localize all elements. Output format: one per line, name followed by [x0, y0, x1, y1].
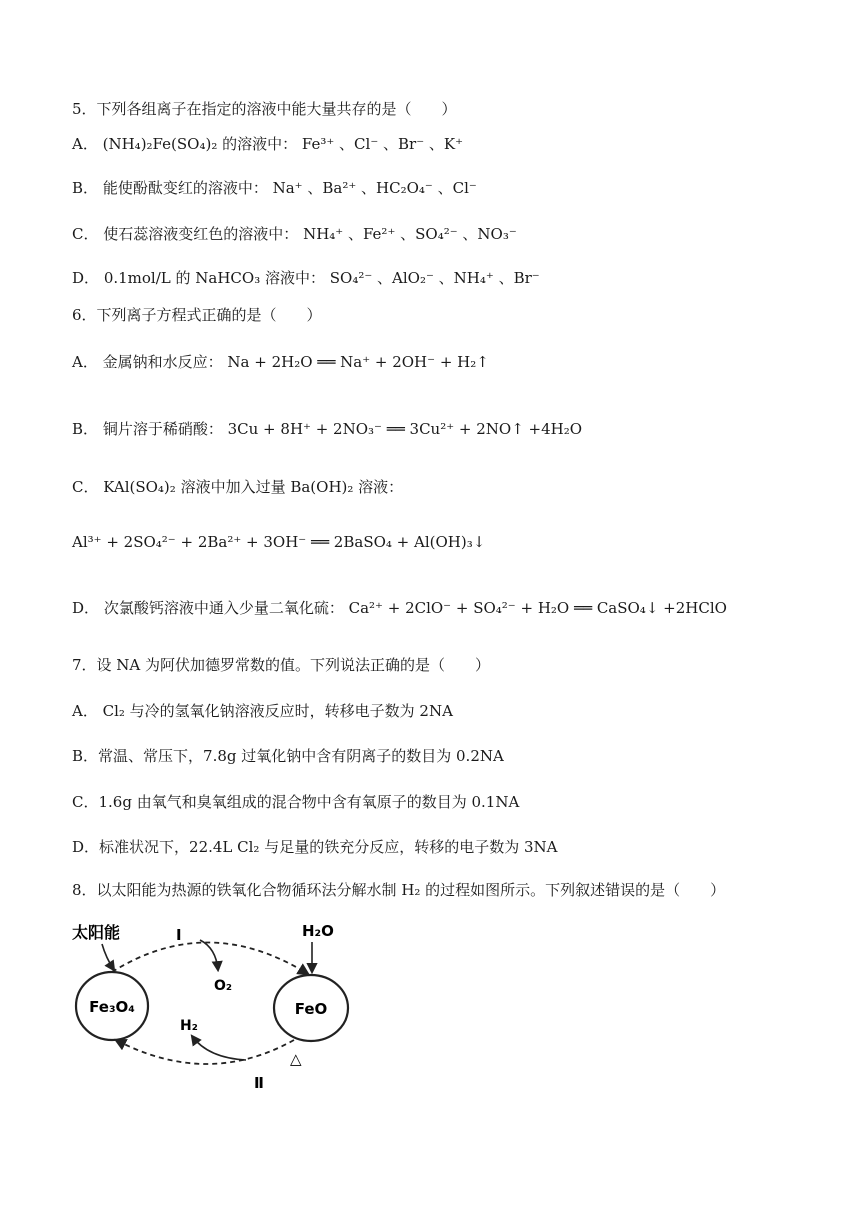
- q6-c-equation: Al³⁺ + 2SO₄²⁻ + 2Ba²⁺ + 3OH⁻ ══ 2BaSO₄ + Al(OH)₃↓: [72, 533, 486, 551]
- q6-a-equation: Na + 2H₂O ══ Na⁺ + 2OH⁻ + H₂↑: [227, 353, 489, 371]
- feo-label: FeO: [294, 1000, 328, 1018]
- q5-b-condition: 能使酚酞变红的溶液中：: [102, 179, 268, 197]
- q6-d-condition: 次氯酸钙溶液中通入少量二氧化硫：: [103, 599, 344, 617]
- q6-option-d[interactable]: [72, 598, 727, 618]
- h2-arrow: [192, 1036, 246, 1060]
- q6-b-condition: 铜片溶于稀硝酸：: [102, 420, 223, 438]
- step2-label: Ⅱ: [254, 1074, 264, 1092]
- solar-arrow: [102, 944, 114, 970]
- q6-stem: 6．下列离子方程式正确的是（ ）: [72, 306, 322, 324]
- h2-label: H₂: [180, 1018, 198, 1034]
- q5-a-label: A．: [72, 135, 98, 153]
- solar-energy-label: 太阳能: [72, 923, 121, 942]
- fe3o4-label: Fe₃O₄: [89, 998, 135, 1016]
- q6-d-equation: Ca²⁺ + 2ClO⁻ + SO₄²⁻ + H₂O ══ CaSO₄↓ +2HClO: [348, 599, 727, 617]
- q7-stem: 7．设 NA 为阿伏加德罗常数的值。下列说法正确的是（ ）: [72, 656, 491, 674]
- o2-arrow: [200, 940, 218, 970]
- q5-option-c[interactable]: [72, 224, 517, 244]
- q5-c-label: C．: [72, 225, 99, 243]
- q6-b-equation: 3Cu + 8H⁺ + 2NO₃⁻ ══ 3Cu²⁺ + 2NO↑ +4H₂O: [227, 420, 583, 438]
- q6-b-label: B．: [72, 420, 99, 438]
- iron-oxide-cycle-diagram: [68, 918, 358, 1093]
- q5-option-d[interactable]: [72, 268, 540, 288]
- water-label: H₂O: [302, 922, 334, 940]
- q6-c-condition: KAl(SO₄)₂ 溶液中加入过量 Ba(OH)₂ 溶液：: [103, 478, 404, 496]
- q6-option-a[interactable]: [72, 352, 489, 372]
- q6-option-c[interactable]: [72, 477, 403, 497]
- q5-a-condition: (NH₄)₂Fe(SO₄)₂ 的溶液中：: [102, 135, 298, 153]
- q7-option-b[interactable]: B．常温、常压下，7.8g 过氧化钠中含有阴离子的数目为 0.2NA: [72, 747, 504, 765]
- q5-option-a[interactable]: [72, 134, 463, 154]
- q5-option-b[interactable]: [72, 178, 477, 198]
- step2-arc: [116, 1040, 294, 1064]
- q6-c-label: C．: [72, 478, 99, 496]
- q6-a-label: A．: [72, 353, 98, 371]
- q5-d-label: D．: [72, 269, 100, 287]
- q5-c-ions: NH₄⁺ 、Fe²⁺ 、SO₄²⁻ 、NO₃⁻: [303, 225, 517, 243]
- q5-b-ions: Na⁺ 、Ba²⁺ 、HC₂O₄⁻ 、Cl⁻: [272, 179, 477, 197]
- q7-option-d[interactable]: D．标准状况下，22.4L Cl₂ 与足量的铁充分反应，转移的电子数为 3NA: [72, 838, 558, 856]
- step1-label: I: [176, 926, 182, 944]
- q7-option-c[interactable]: C．1.6g 由氧气和臭氧组成的混合物中含有氧原子的数目为 0.1NA: [72, 793, 520, 811]
- q6-a-condition: 金属钠和水反应：: [102, 353, 223, 371]
- q5-stem: 5．下列各组离子在指定的溶液中能大量共存的是（ ）: [72, 100, 457, 118]
- q5-a-ions: Fe³⁺ 、Cl⁻ 、Br⁻ 、K⁺: [301, 135, 464, 153]
- o2-label: O₂: [214, 978, 233, 994]
- q6-option-b[interactable]: [72, 419, 582, 439]
- q6-d-label: D．: [72, 599, 100, 617]
- q7-option-a[interactable]: A． Cl₂ 与冷的氢氧化钠溶液反应时，转移电子数为 2NA: [72, 702, 453, 720]
- q5-c-condition: 使石蕊溶液变红色的溶液中：: [103, 225, 299, 243]
- q5-d-condition: 0.1mol/L 的 NaHCO₃ 溶液中：: [103, 269, 325, 287]
- q8-stem: 8．以太阳能为热源的铁氧化合物循环法分解水制 H₂ 的过程如图所示。下列叙述错误的是（ ）: [72, 881, 726, 899]
- q5-d-ions: SO₄²⁻ 、AlO₂⁻ 、NH₄⁺ 、Br⁻: [329, 269, 540, 287]
- heat-label: △: [290, 1050, 302, 1068]
- q5-b-label: B．: [72, 179, 99, 197]
